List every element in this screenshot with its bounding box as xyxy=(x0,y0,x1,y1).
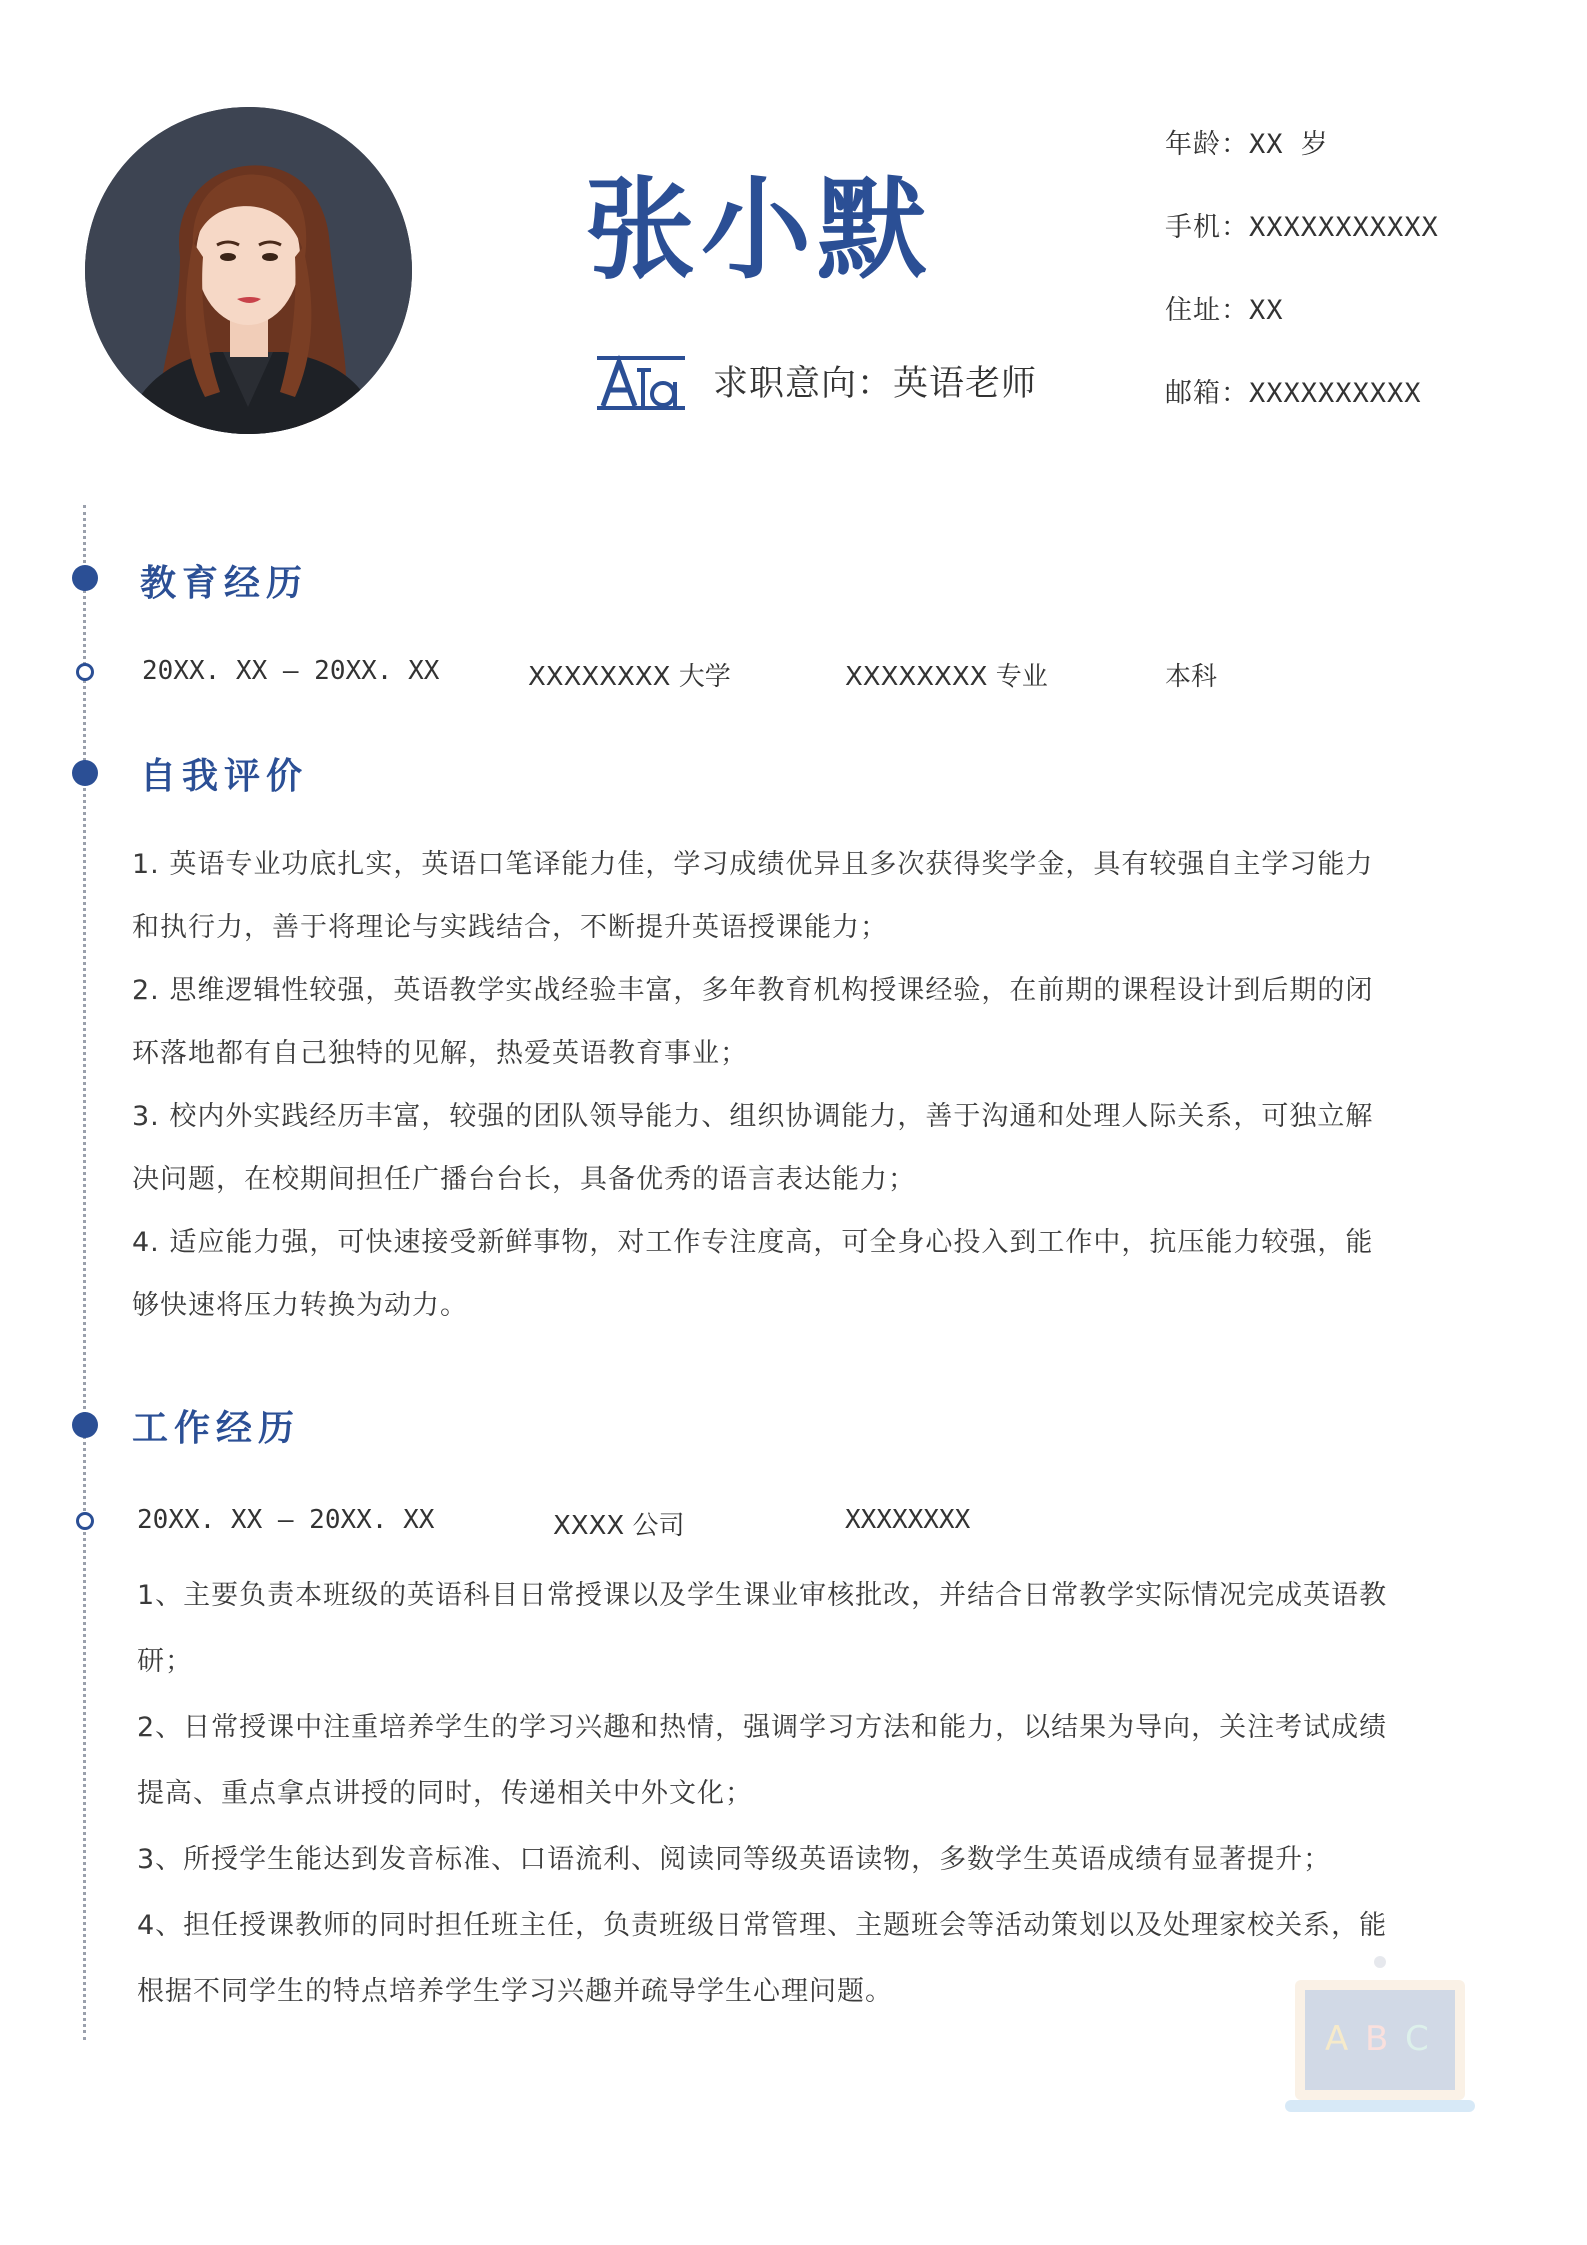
entry-marker xyxy=(76,1512,94,1530)
self-eval-line: 环落地都有自己独特的见解，热爱英语教育事业； xyxy=(132,1038,748,1069)
work-line: 3、所授学生能达到发音标准、口语流利、阅读同等级英语读物，多数学生英语成绩有显著提升； xyxy=(137,1844,1332,1875)
contact-address: 住址：XX xyxy=(1165,295,1284,326)
work-position: XXXXXXXX xyxy=(845,1505,971,1535)
self-eval-line: 决问题，在校期间担任广播台台长，具备优秀的语言表达能力； xyxy=(132,1164,916,1195)
self-eval-title: 自我评价 xyxy=(140,756,309,797)
work-line: 根据不同学生的特点培养学生学习兴趣并疏导学生心理问题。 xyxy=(137,1976,893,2007)
work-line: 4、担任授课教师的同时担任班主任，负责班级日常管理、主题班会等活动策划以及处理家校关系，能 xyxy=(137,1910,1388,1941)
entry-marker xyxy=(76,663,94,681)
svg-text:C: C xyxy=(1405,2019,1429,2059)
self-eval-line: 4. 适应能力强，可快速接受新鲜事物，对工作专注度高，可全身心投入到工作中，抗压能力较强，能 xyxy=(132,1227,1374,1258)
education-degree: 本科 xyxy=(1165,662,1218,692)
self-eval-line: 1. 英语专业功底扎实，英语口笔译能力佳，学习成绩优异且多次获得奖学金，具有较强自主学习能力 xyxy=(132,849,1374,880)
contact-phone: 手机：XXXXXXXXXXX xyxy=(1165,212,1439,243)
candidate-name: 张小默 xyxy=(585,166,933,294)
work-title: 工作经历 xyxy=(132,1408,301,1449)
self-eval-line: 和执行力，善于将理论与实践结合，不断提升英语授课能力； xyxy=(132,912,888,943)
self-eval-line: 够快速将压力转换为动力。 xyxy=(132,1290,468,1321)
avatar xyxy=(85,107,412,434)
alphabet-icon xyxy=(595,350,687,412)
education-period: 20XX. XX – 20XX. XX xyxy=(142,656,440,686)
timeline-line xyxy=(83,505,86,2040)
self-eval-line: 2. 思维逻辑性较强，英语教学实战经验丰富，多年教育机构授课经验，在前期的课程设计到后期的闭 xyxy=(132,975,1374,1006)
contact-email: 邮箱：XXXXXXXXXX xyxy=(1165,378,1422,409)
education-major: XXXXXXXX 专业 xyxy=(845,662,1048,692)
work-text xyxy=(137,1563,1467,2025)
work-period: 20XX. XX – 20XX. XX xyxy=(137,1505,435,1535)
chalkboard-icon xyxy=(1280,1950,1480,2130)
section-marker xyxy=(72,1412,98,1438)
job-intent xyxy=(595,350,1037,412)
education-title: 教育经历 xyxy=(140,563,309,604)
work-line: 研； xyxy=(137,1646,193,1677)
svg-text:B: B xyxy=(1365,2019,1389,2059)
svg-text:A: A xyxy=(1325,2019,1349,2059)
job-intent-text: 求职意向：英语老师 xyxy=(713,364,1038,404)
education-school: XXXXXXXX 大学 xyxy=(528,662,731,692)
work-line: 1、主要负责本班级的英语科目日常授课以及学生课业审核批改，并结合日常教学实际情况完成英语教 xyxy=(137,1580,1388,1611)
section-marker xyxy=(72,760,98,786)
self-eval-line: 3. 校内外实践经历丰富，较强的团队领导能力、组织协调能力，善于沟通和处理人际关系，可独立解 xyxy=(132,1101,1374,1132)
contact-age: 年龄：XX 岁 xyxy=(1165,129,1329,160)
self-eval-text xyxy=(132,833,1462,1337)
work-line: 提高、重点拿点讲授的同时，传递相关中外文化； xyxy=(137,1778,753,1809)
work-line: 2、日常授课中注重培养学生的学习兴趣和热情，强调学习方法和能力，以结果为导向，关注考试成绩 xyxy=(137,1712,1388,1743)
work-company: XXXX 公司 xyxy=(553,1511,685,1541)
section-marker xyxy=(72,565,98,591)
